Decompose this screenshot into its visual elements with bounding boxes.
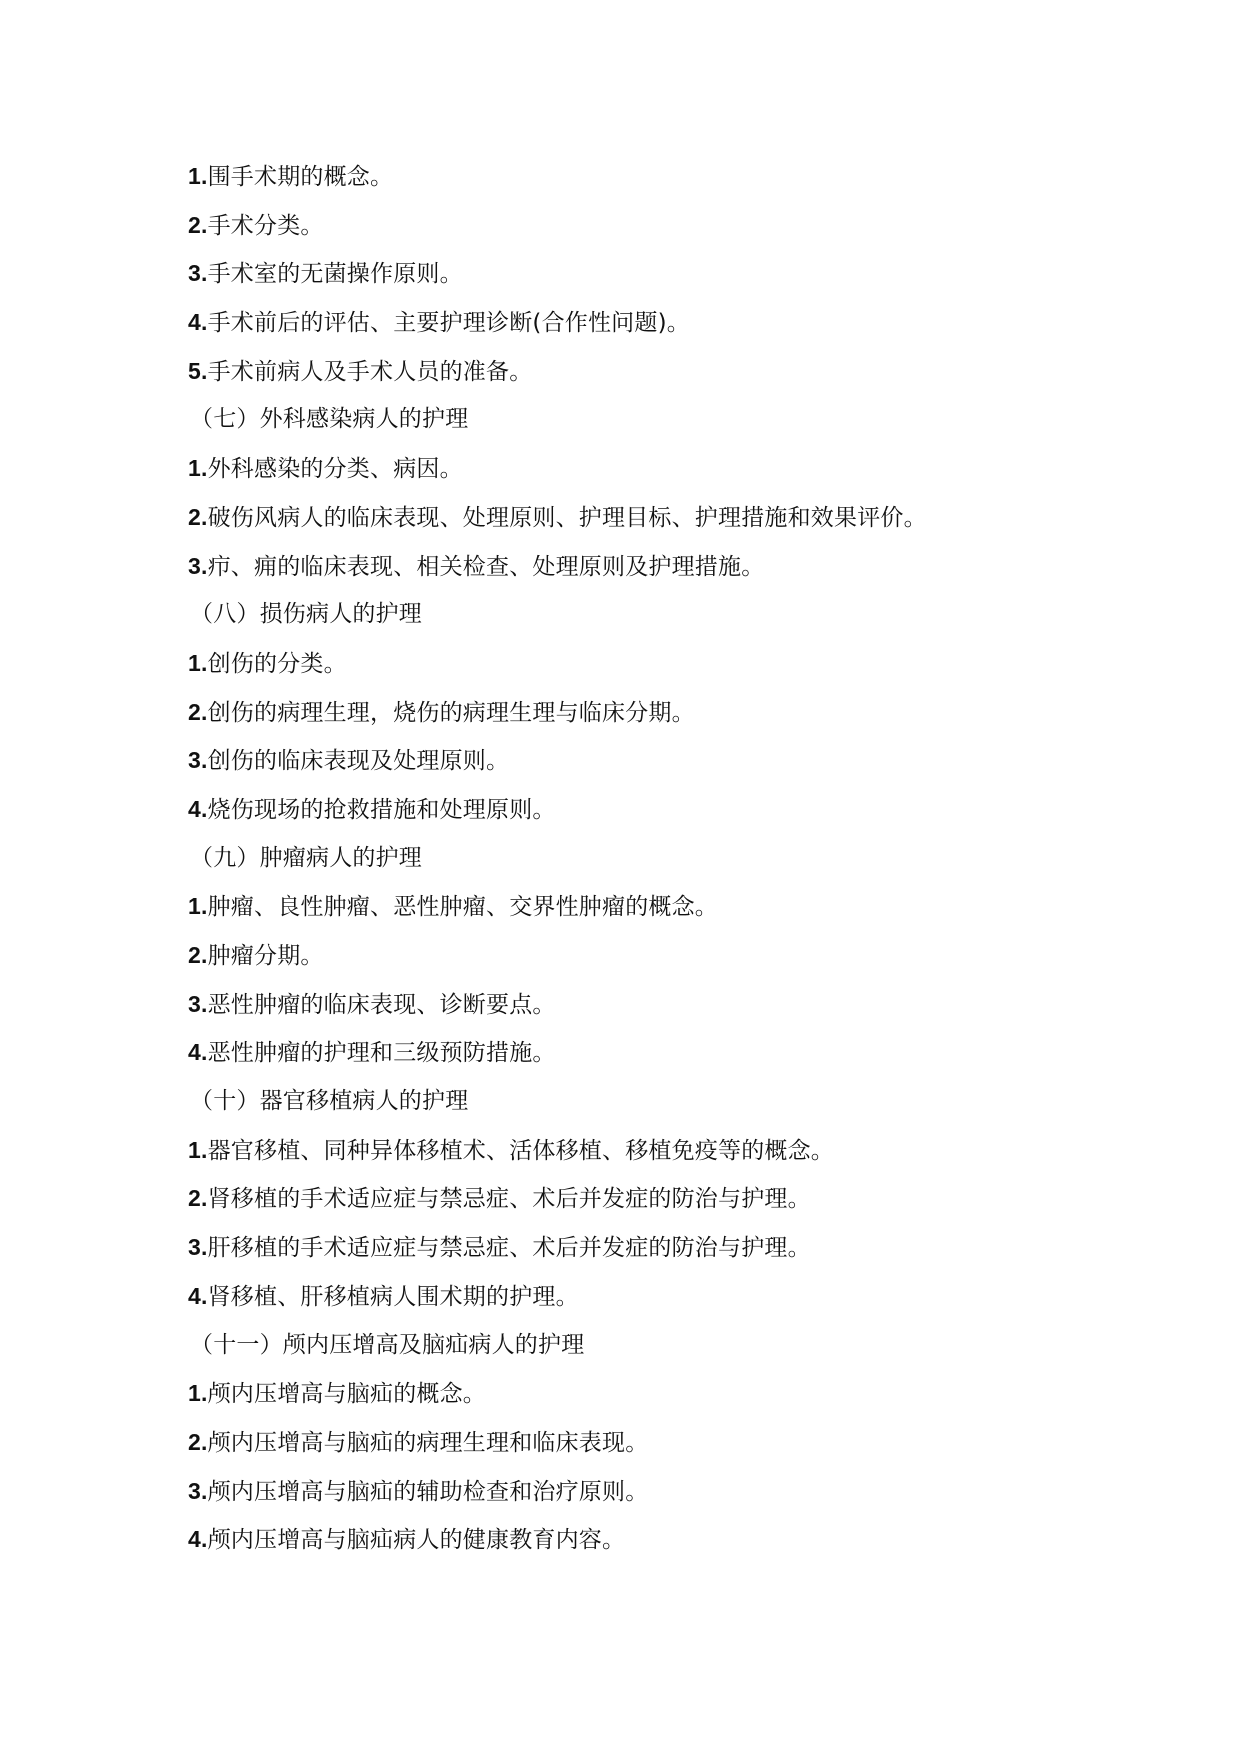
item-text: 恶性肿瘤的临床表现、诊断要点。 <box>207 991 556 1018</box>
item-number: 1. <box>188 163 208 189</box>
list-item <box>188 1126 1188 1175</box>
item-text: 创伤的病理生理，烧伤的病理生理与临床分期。 <box>207 699 695 726</box>
item-number: 3. <box>188 1234 208 1261</box>
item-text: 手术前后的评估、主要护理诊断(合作性问题)。 <box>207 310 690 337</box>
item-text: 肾移植、肝移植病人围术期的护理。 <box>207 1283 579 1310</box>
item-number: 3. <box>188 990 208 1017</box>
section-heading: （八）损伤病人的护理 <box>190 601 422 628</box>
list-item <box>188 688 1188 737</box>
list-item <box>188 249 1188 298</box>
item-text: 肿瘤分期。 <box>207 943 324 969</box>
item-number: 3. <box>188 552 208 579</box>
item-text: 肿瘤、良性肿瘤、恶性肿瘤、交界性肿瘤的概念。 <box>207 894 718 921</box>
section-heading: （九）肿瘤病人的护理 <box>190 844 422 871</box>
list-item <box>188 1467 1188 1516</box>
item-text: 手术前病人及手术人员的准备。 <box>207 358 533 385</box>
section-heading: （十）器官移植病人的护理 <box>190 1088 469 1115</box>
list-item <box>188 980 1188 1029</box>
list-item <box>188 152 1188 201</box>
item-number: 3. <box>188 1477 208 1504</box>
list-item <box>188 444 1188 493</box>
section-heading: （十一）颅内压增高及脑疝病人的护理 <box>190 1331 585 1358</box>
item-number: 2. <box>188 1185 208 1212</box>
item-number: 3. <box>188 747 208 774</box>
item-text: 器官移植、同种异体移植术、活体移植、移植免疫等的概念。 <box>207 1137 834 1164</box>
list-item <box>188 1515 1188 1564</box>
item-number: 4. <box>188 1282 208 1309</box>
item-text: 肝移植的手术适应症与禁忌症、术后并发症的防治与护理。 <box>207 1235 811 1262</box>
list-item <box>188 1369 1188 1418</box>
item-number: 1. <box>188 1380 208 1407</box>
item-text: 颅内压增高与脑疝的概念。 <box>207 1381 486 1408</box>
item-number: 5. <box>188 357 208 384</box>
item-text: 围手术期的概念。 <box>207 164 394 190</box>
list-item <box>188 347 1188 396</box>
item-number: 1. <box>188 1136 208 1163</box>
item-number: 2. <box>188 211 208 238</box>
item-text: 烧伤现场的抢救措施和处理原则。 <box>207 796 556 823</box>
list-item <box>188 882 1188 931</box>
item-text: 创伤的临床表现及处理原则。 <box>207 748 510 775</box>
item-number: 2. <box>188 942 208 968</box>
list-item <box>188 1223 1188 1272</box>
list-item <box>188 201 1188 250</box>
list-item <box>188 542 1188 591</box>
item-text: 恶性肿瘤的护理和三级预防措施。 <box>207 1040 556 1067</box>
item-number: 1. <box>188 893 208 920</box>
item-number: 4. <box>188 1039 208 1066</box>
item-number: 4. <box>188 795 208 822</box>
list-item <box>188 1174 1188 1223</box>
item-text: 破伤风病人的临床表现、处理原则、护理目标、护理措施和效果评价。 <box>207 504 927 531</box>
list-item <box>188 931 1188 980</box>
item-number: 2. <box>188 1428 208 1455</box>
list-item <box>188 785 1188 834</box>
list-item <box>188 639 1188 688</box>
item-text: 手术分类。 <box>207 212 324 239</box>
item-text: 肾移植的手术适应症与禁忌症、术后并发症的防治与护理。 <box>207 1186 811 1213</box>
item-text: 颅内压增高与脑疝的辅助检查和治疗原则。 <box>207 1478 649 1505</box>
item-text: 手术室的无菌操作原则。 <box>207 261 463 288</box>
item-number: 2. <box>188 698 208 725</box>
item-number: 1. <box>188 649 208 676</box>
item-number: 4. <box>188 1526 208 1553</box>
list-item <box>188 1418 1188 1467</box>
item-text: 颅内压增高与脑疝病人的健康教育内容。 <box>207 1527 626 1554</box>
item-text: 颅内压增高与脑疝的病理生理和临床表现。 <box>207 1429 649 1456</box>
section-heading: （七）外科感染病人的护理 <box>190 406 469 433</box>
item-text: 外科感染的分类、病因。 <box>207 456 463 483</box>
item-text: 疖、痈的临床表现、相关检查、处理原则及护理措施。 <box>207 553 765 580</box>
item-number: 4. <box>188 309 208 336</box>
list-item <box>188 298 1188 347</box>
item-number: 2. <box>188 503 208 530</box>
list-item <box>188 493 1188 542</box>
document-content <box>188 152 1188 1564</box>
item-number: 1. <box>188 455 208 482</box>
item-number: 3. <box>188 260 208 287</box>
list-item <box>188 1028 1188 1077</box>
list-item <box>188 1272 1188 1321</box>
list-item <box>188 736 1188 785</box>
item-text: 创伤的分类。 <box>207 650 347 677</box>
